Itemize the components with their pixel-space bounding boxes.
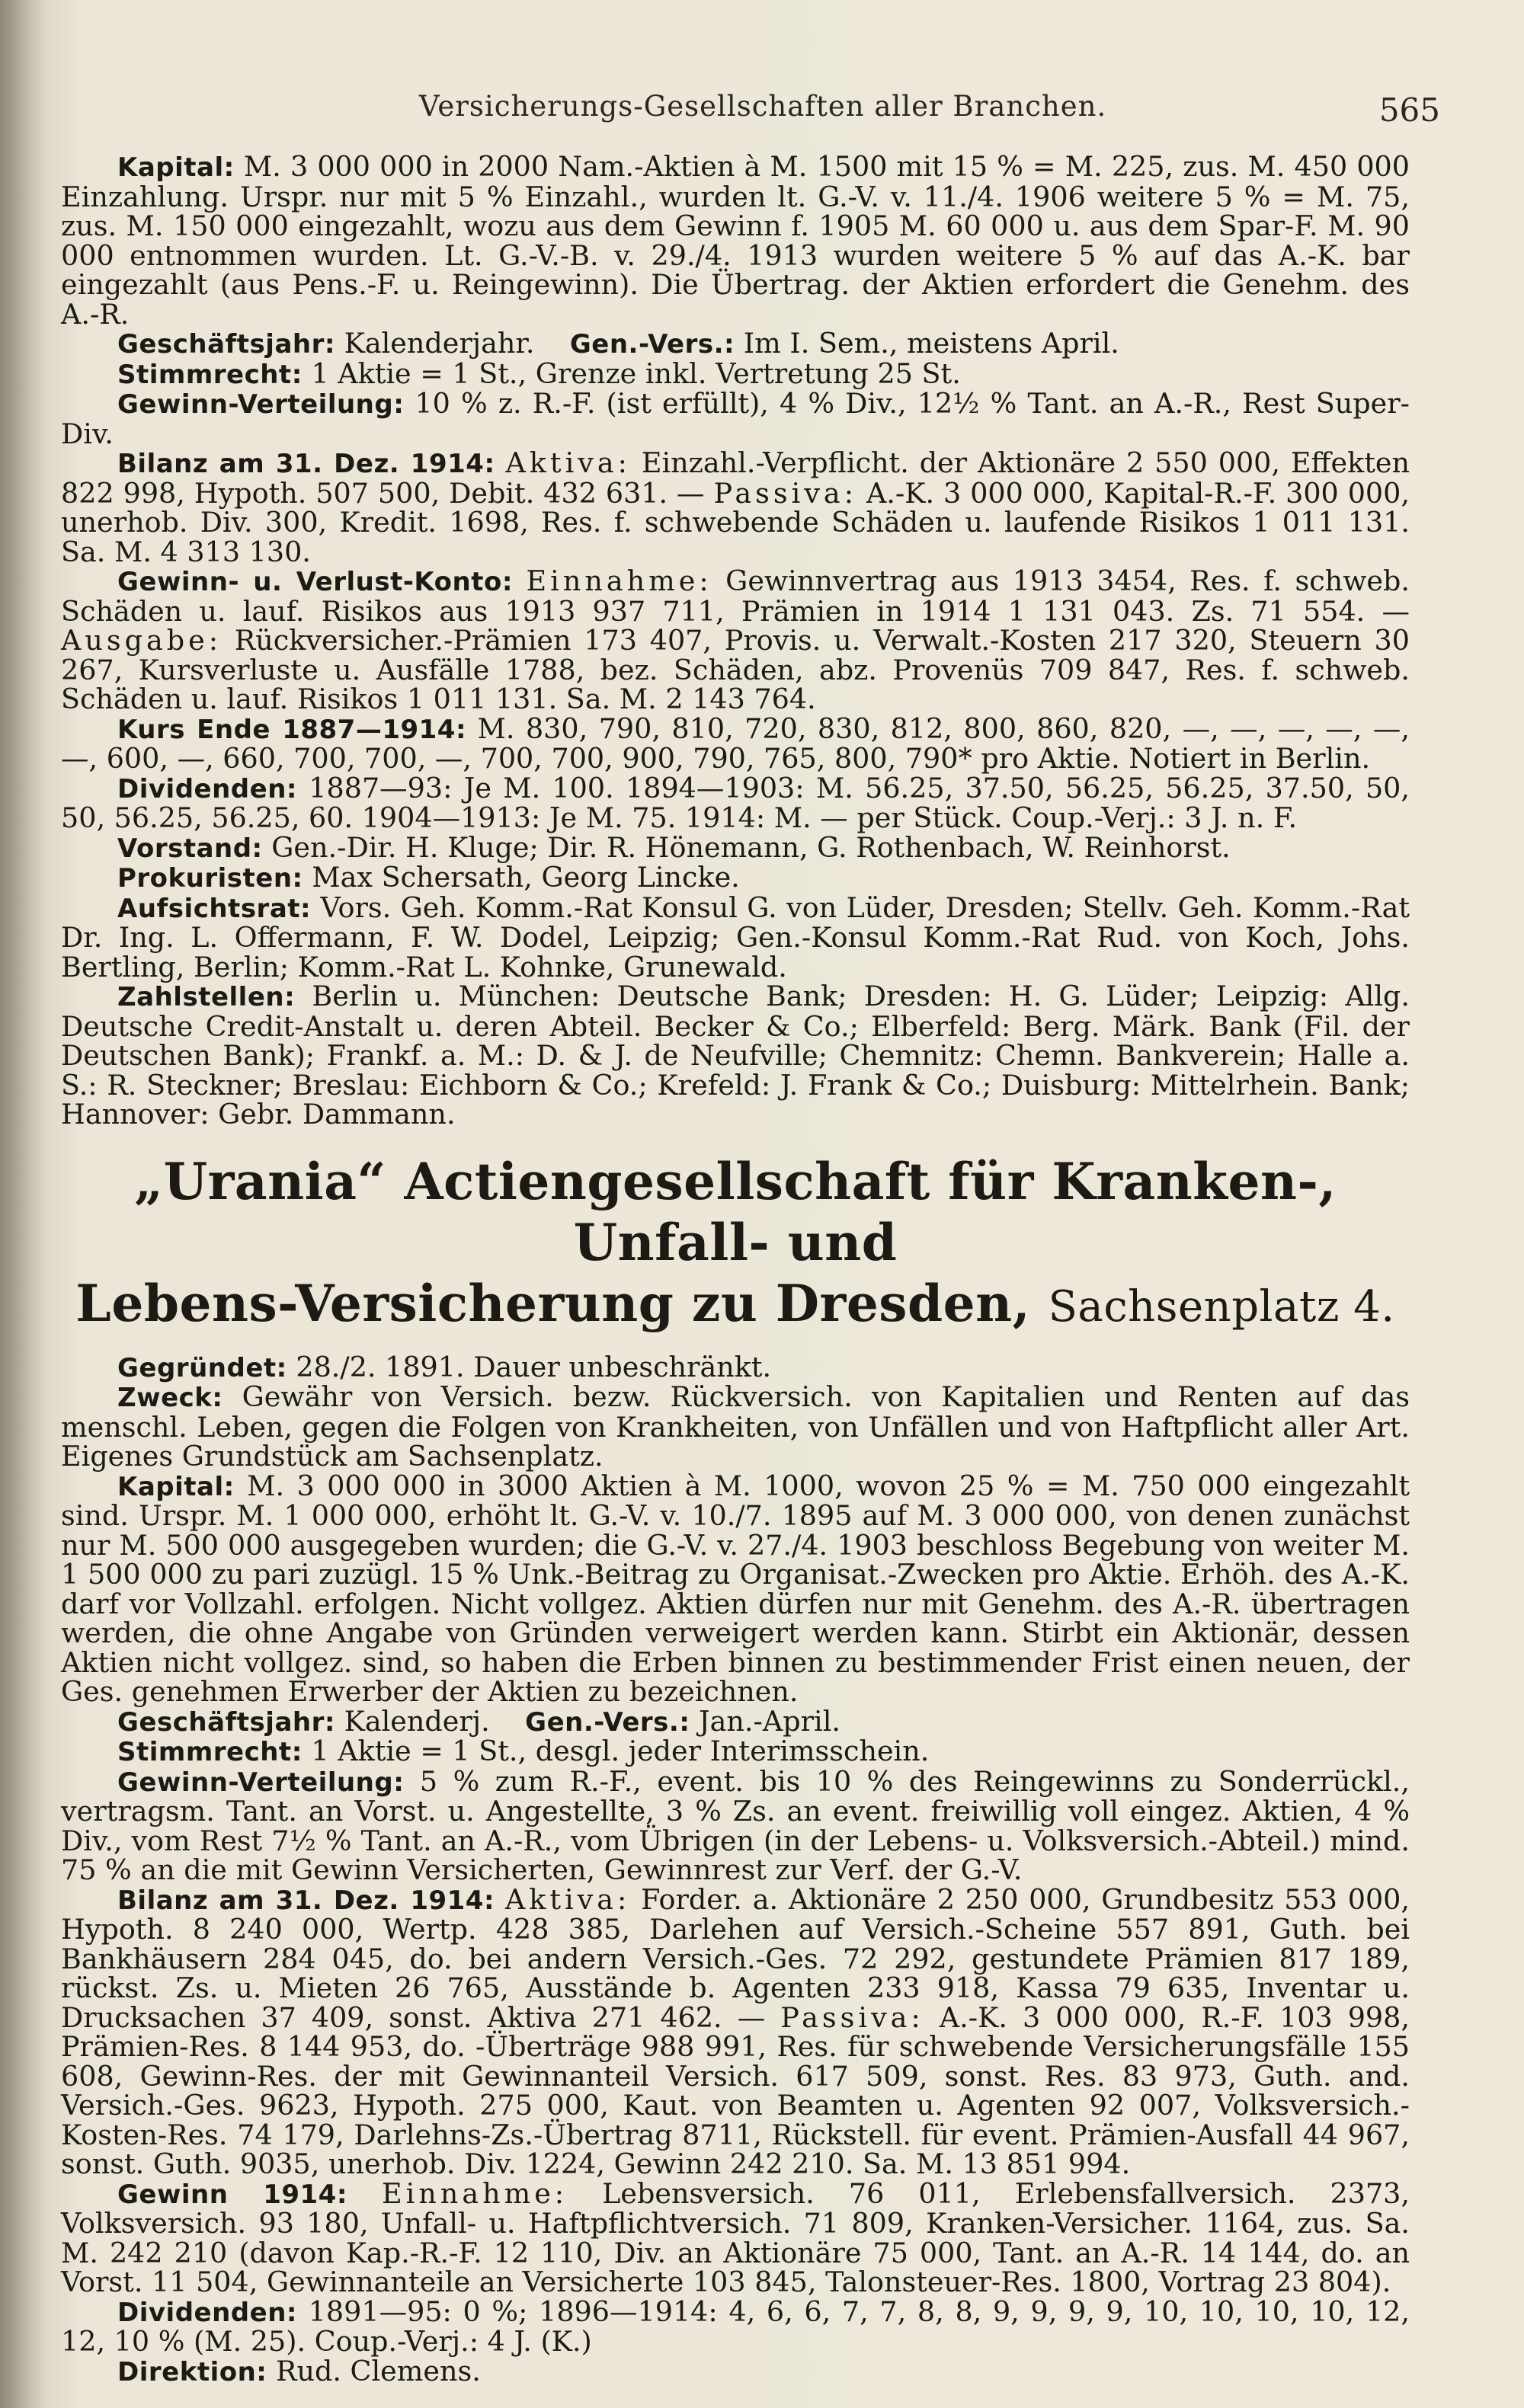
label-prokuristen: Prokuristen: <box>117 863 303 894</box>
text-ausgabe: Rückversicher.-Prämien 173 407, Provis. u. Verwalt.-Kosten 217 320, Steuern 30 267, Kursverluste u. Ausfälle 1788, bez. Schäden, abz. Provenüs 709 847, Res. f. schweb. Schäden u. lauf. Risikos 1 011 131. Sa. M. 2 143 764. <box>61 624 1410 715</box>
entry-gewinnverteilung <box>61 389 1410 449</box>
label-guv: Gewinn- u. Verlust-Konto: <box>117 567 513 597</box>
urania-stimmrecht <box>61 1737 1410 1767</box>
text-urania-gewinnverteilung: 5 % zum R.-F., event. bis 10 % des Reingewinns zu Sonderrückl., vertragsm. Tant. an Vorst. u. Angestellte, 3 % Zs. an event. freiwillig voll eingez. Aktien, 4 % Div., vom Rest 7½ % Tant. an A.-R., vom Übrigen (in der Lebens- u. Volksversich.-Abteil.) mind. 75 % an die mit Gewinn Versicherten, Gewinnrest zur Verf. der G.-V. <box>61 1764 1410 1886</box>
urania-kapital <box>61 1469 1410 1708</box>
label-gewinnverteilung: Gewinn-Verteilung: <box>117 389 405 420</box>
company-title-line2 <box>61 1273 1410 1338</box>
running-title: Versicherungs-Gesellschaften aller Branchen. <box>419 90 1107 123</box>
label-urania-geschaeftsjahr: Geschäftsjahr: <box>117 1706 335 1738</box>
company-heading <box>61 1151 1410 1338</box>
label-stimmrecht: Stimmrecht: <box>117 359 303 390</box>
text-urania-direktion: Rud. Clemens. <box>276 2354 481 2387</box>
label-zweck: Zweck: <box>117 1383 223 1413</box>
company-title-line2-text: Lebens-Versicherung zu Dresden, <box>75 1273 1031 1333</box>
urania-direktion <box>61 2354 1410 2387</box>
label-geschaeftsjahr: Geschäftsjahr: <box>117 329 335 360</box>
text-urania-geschaeftsjahr: Kalenderj. <box>344 1704 490 1738</box>
label-vorstand: Vorstand: <box>117 833 263 864</box>
urania-gewinn <box>61 2176 1410 2298</box>
label-urania-gewinnverteilung: Gewinn-Verteilung: <box>117 1767 405 1798</box>
label-kapital: Kapital: <box>117 152 235 183</box>
text-urania-passiva: A.-K. 3 000 000, R.-F. 103 998, Prämien-Res. 8 144 953, do. -Überträge 988 991, Res. für schwebende Versicherungsfälle 155 608, Gewinn-Res. der mit Gewinnanteil Versich. 617 509, sonst. Res. 83 973, Guth. and. Versich.-Ges. 9623, Hypoth. 275 000, Kaut. von Beamten u. Agenten 92 007, Volksversich.-Kosten-Res. 74 179, Darlehns-Zs.-Übertrag 8711, Rückstell. für event. Prämien-Ausfall 44 967, sonst. Guth. 9035, unerhob. Div. 1224, Gewinn 242 210. Sa. M. 13 851 994. <box>61 2000 1410 2180</box>
entry-vorstand <box>61 830 1410 864</box>
text-zahlstellen: Berlin u. München: Deutsche Bank; Dresden: H. G. Lüder; Leipzig: Allg. Deutsche Credit-Anstalt u. deren Abteil. Becker & Co.; Elberfeld: Berg. Märk. Bank (Fil. der Deutschen Bank); Frankf. a. M.: D. & J. de Neufville; Chemnitz: Chemn. Bankverein; Halle a. S.: R. Steckner; Breslau: Eichborn & Co.; Krefeld: J. Frank & Co.; Duisburg: Mittelrhein. Bank; Hannover: Gebr. Dammann. <box>61 980 1410 1130</box>
text-urania-stimmrecht: 1 Aktie = 1 St., desgl. jeder Interimsschein. <box>311 1735 930 1767</box>
urania-bilanz <box>61 1882 1410 2180</box>
label-urania-dividenden: Dividenden: <box>117 2297 297 2328</box>
company-title-line1: „Urania“ Actiengesellschaft für Kranken-, Unfall- und <box>134 1151 1337 1272</box>
urania-geschaeftsjahr <box>61 1704 1410 1738</box>
text-aktiva: Einzahl.-Verpflicht. der Aktionäre 2 550 000, Effekten 822 998, Hypoth. 507 500, Debit. 432 631. — <box>61 446 1410 510</box>
text-urania-kapital: M. 3 000 000 in 3000 Aktien à M. 1000, wovon 25 % = M. 750 000 eingezahlt sind. Urspr. M. 1 000 000, erhöht lt. G.-V. v. 10./7. 1895 auf M. 3 000 000, von denen zunächst nur M. 500 000 ausgegeben wurden; die G.-V. v. 27./4. 1903 beschloss Begebung von weiter M. 1 500 000 zu pari zuzügl. 15 % Unk.-Beitrag zu Organisat.-Zwecken pro Aktie. Erhöh. des A.-K. darf vor Vollzahl. erfolgen. Nicht vollgez. Aktien dürfen nur mit Genehm. des A.-R. übertragen werden, die ohne Angabe von Gründen verweigert werden kann. Stirbt ein Aktionär, dessen Aktien nicht vollgez. sind, so haben die Erben binnen zu bestimmender Frist einen neuen, der Ges. genehmen Erwerber der Aktien zu bezeichnen. <box>61 1469 1410 1708</box>
text-gewinnverteilung: 10 % z. R.-F. (ist erfüllt), 4 % Div., 12½ % Tant. an A.-R., Rest Super-Div. <box>61 387 1410 450</box>
label-urania-direktion: Direktion: <box>117 2356 267 2387</box>
entry-geschaeftsjahr <box>61 329 1410 360</box>
text-urania-aktiva: Forder. a. Aktionäre 2 250 000, Grundbesitz 553 000, Hypoth. 8 240 000, Wertp. 428 385, Darlehen auf Versich.-Scheine 557 891, Guth. bei Bankhäusern 284 045, do. bei andern Versich.-Ges. 72 292, gestundete Prämien 817 189, rückst. Zs. u. Mieten 26 765, Ausstände b. Agenten 233 918, Kassa 79 635, Inventar u. Drucksachen 37 409, sonst. Aktiva 271 462. — <box>61 1882 1410 2034</box>
urania-zweck <box>61 1380 1410 1473</box>
text-vorstand: Gen.-Dir. H. Kluge; Dir. R. Hönemann, G. Rothenbach, W. Reinhorst. <box>271 830 1231 864</box>
label-urania-bilanz: Bilanz am 31. Dez. 1914: <box>117 1885 495 1916</box>
entry-stimmrecht <box>61 357 1410 390</box>
text-dividenden: 1887—93: Je M. 100. 1894—1903: M. 56.25, 37.50, 56.25, 56.25, 37.50, 50, 50, 56.25, 56.25, 60. 1904—1913: Je M. 75. 1914: M. — per Stück. Coup.-Verj.: 3 J. n. F. <box>61 771 1410 834</box>
text-kapital: M. 3 000 000 in 2000 Nam.-Aktien à M. 1500 mit 15 % = M. 225, zus. M. 450 000 Einzahlung. Urspr. nur mit 5 % Einzahl., wurden lt. G.-V. v. 11./4. 1906 weitere 5 % = M. 75, zus. M. 150 000 eingezahlt, wozu aus dem Gewinn f. 1905 M. 60 000 u. aus dem Spar-F. M. 90 000 entnommen wurden. Lt. G.-V.-B. v. 29./4. 1913 wurden weitere 5 % auf das A.-K. bar eingezahlt (aus Pens.-F. u. Reingewinn). Die Übertrag. der Aktien erfordert die Genehm. des A.-R. <box>61 150 1410 331</box>
text-kurs: M. 830, 790, 810, 720, 830, 812, 800, 860, 820, —, —, —, —, —, —, 600, —, 660, 700, 700, —, 700, 700, 900, 790, 765, 800, 790* pro Aktie. Notiert in Berlin. <box>61 712 1410 775</box>
company-address: Sachsenplatz 4. <box>1048 1281 1395 1332</box>
label-urania-stimmrecht: Stimmrecht: <box>117 1737 303 1767</box>
text-urania-dividenden: 1891—95: 0 %; 1896—1914: 4, 6, 6, 7, 7, 8, 8, 9, 9, 9, 9, 10, 10, 10, 10, 12, 12, 10 % (M. 25). Coup.-Verj.: 4 J. (K.) <box>61 2294 1410 2358</box>
label-passiva: Passiva: <box>713 476 857 510</box>
entry-dividenden <box>61 771 1410 834</box>
urania-gewinnverteilung <box>61 1764 1410 1886</box>
label-zahlstellen: Zahlstellen: <box>117 982 296 1012</box>
label-ausgabe: Ausgabe: <box>61 624 222 657</box>
entry-prokuristen <box>61 863 1410 894</box>
entry-aufsichtsrat <box>61 891 1410 983</box>
running-header <box>122 85 1440 131</box>
label-gegruendet: Gegründet: <box>117 1352 287 1383</box>
label-kurs: Kurs Ende 1887—1914: <box>117 714 467 745</box>
entry-zahlstellen <box>61 982 1410 1130</box>
label-urania-gewinn: Gewinn 1914: <box>117 2179 347 2210</box>
entry-guv <box>61 564 1410 715</box>
label-urania-passiva: Passiva: <box>780 2000 924 2034</box>
label-dividenden: Dividenden: <box>117 773 297 804</box>
entry-kurs <box>61 712 1410 775</box>
text-column <box>61 152 1410 2387</box>
label-urania-einnahme: Einnahme: <box>381 2176 568 2210</box>
text-aufsichtsrat: Vors. Geh. Komm.-Rat Konsul G. von Lüder, Dresden; Stellv. Geh. Komm.-Rat Dr. Ing. L. Offermann, F. W. Dodel, Leipzig; Gen.-Konsul Komm.-Rat Rud. von Koch, Johs. Bertling, Berlin; Komm.-Rat L. Kohnke, Grunewald. <box>61 891 1410 983</box>
entry-kapital <box>61 152 1410 329</box>
text-passiva: A.-K. 3 000 000, Kapital-R.-F. 300 000, unerhob. Div. 300, Kredit. 1698, Res. f. schwebende Schäden u. laufende Risikos 1 011 131. Sa. M. 4 313 130. <box>61 476 1410 568</box>
text-genvers: Im I. Sem., meistens April. <box>743 327 1119 360</box>
text-stimmrecht: 1 Aktie = 1 St., Grenze inkl. Vertretung 25 St. <box>311 357 961 390</box>
page-number: 565 <box>1378 91 1440 129</box>
text-urania-genvers: Jan.-April. <box>699 1704 840 1738</box>
text-urania-gewinn: Lebensversich. 76 011, Erlebensfallversich. 2373, Volksversich. 93 180, Unfall- u. Haftpflichtversich. 71 809, Kranken-Versicher. 1164, zus. Sa. M. 242 210 (davon Kap.-R.-F. 12 110, Div. an Aktionäre 75 000, Tant. an A.-R. 14 144, do. an Vorst. 11 504, Gewinnanteile an Versicherte 103 845, Talonsteuer-Res. 1800, Vortrag 23 804). <box>61 2176 1410 2298</box>
text-zweck: Gewähr von Versich. bezw. Rückversich. von Kapitalien und Renten auf das menschl. Leben, gegen die Folgen von Krankheiten, von Unfällen und von Haftpflicht aller Art. Eigenes Grundstück am Sachsenplatz. <box>61 1380 1410 1473</box>
label-urania-genvers: Gen.-Vers.: <box>525 1706 690 1738</box>
text-gegruendet: 28./2. 1891. Dauer unbeschränkt. <box>296 1350 772 1383</box>
text-geschaeftsjahr: Kalenderjahr. <box>344 327 535 360</box>
label-bilanz: Bilanz am 31. Dez. 1914: <box>117 449 495 479</box>
label-einnahme: Einnahme: <box>526 564 712 597</box>
text-einnahme: Gewinnvertrag aus 1913 3454, Res. f. schweb. Schäden u. lauf. Risikos aus 1913 937 711, Prämien in 1914 1 131 043. Zs. 71 554. — <box>61 564 1410 628</box>
entry-bilanz <box>61 446 1410 568</box>
urania-gegruendet <box>61 1350 1410 1383</box>
label-genvers: Gen.-Vers.: <box>569 329 735 360</box>
text-prokuristen: Max Schersath, Georg Lincke. <box>312 861 740 894</box>
label-urania-kapital: Kapital: <box>117 1471 235 1502</box>
urania-dividenden <box>61 2294 1410 2358</box>
label-aktiva: Aktiva: <box>505 446 631 479</box>
label-urania-aktiva: Aktiva: <box>504 1882 631 1916</box>
label-aufsichtsrat: Aufsichtsrat: <box>117 893 312 924</box>
